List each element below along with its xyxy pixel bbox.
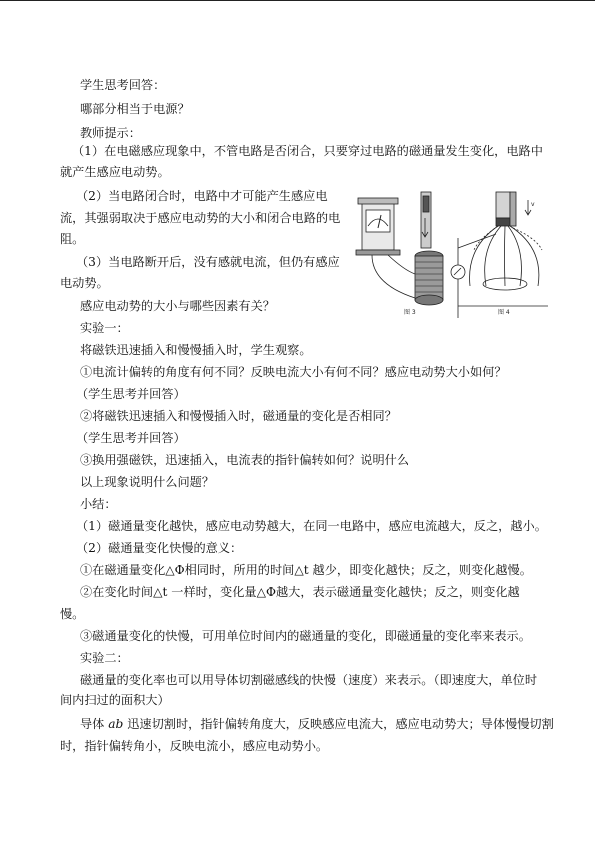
text-line: 电动势。 <box>60 276 109 290</box>
text-line: 间内扫过的面积大） <box>60 693 170 707</box>
page-top-border <box>0 0 595 1</box>
text-line: 阻。 <box>60 232 85 246</box>
text-fragment: 导体 <box>80 717 109 731</box>
text-line: （1）在电磁感应现象中，不管电路是否闭合，只要穿过电路的磁通量发生变化，电路中 <box>72 144 543 158</box>
conductor-label: ab <box>108 717 124 731</box>
text-line: ①在磁通量变化△Φ相同时，所用的时间△t 越少，即变化越快；反之，则变化越慢。 <box>80 563 532 577</box>
text-line <box>80 716 554 732</box>
induction-experiment-figure <box>348 188 548 318</box>
text-line: 感应电动势的大小与哪些因素有关？ <box>80 299 275 313</box>
text-line: 时，指针偏转角小，反映电流小，感应电动势小。 <box>60 739 329 753</box>
text-line: ②将磁铁迅速插入和慢慢插入时，磁通量的变化是否相同？ <box>80 409 397 423</box>
text-fragment: 迅速切割时，指针偏转角度大，反映感应电流大，感应电动势大；导体慢慢切割 <box>123 717 554 731</box>
text-line: （3）当电路断开后，没有感就电流，但仍有感应 <box>76 255 340 269</box>
text-line: 实验二： <box>80 651 129 665</box>
figure-4-label: 图 4 <box>498 309 510 316</box>
text-line: 将磁铁迅速插入和慢慢插入时，学生观察。 <box>80 343 312 357</box>
text-line: ②在变化时间△t 一样时，变化量△Φ越大，表示磁通量变化越快；反之，则变化越 <box>80 585 520 599</box>
text-line: 磁通量的变化率也可以用导体切割磁感线的快慢（速度）来表示。（即速度大，单位时 <box>80 673 538 687</box>
text-line: ①电流计偏转的角度有何不同？反映电流大小有何不同？感应电动势大小如何？ <box>80 365 507 379</box>
text-line: 哪部分相当于电源？ <box>80 102 190 116</box>
text-line: 以上现象说明什么问题？ <box>80 475 215 489</box>
text-line: 慢。 <box>60 607 85 621</box>
velocity-arrow-label: v <box>531 201 535 208</box>
text-line: （2）磁通量变化快慢的意义： <box>76 541 243 555</box>
text-line: （学生思考并回答） <box>76 387 186 401</box>
text-line: 就产生感应电动势。 <box>60 165 170 179</box>
text-line: 学生思考回答： <box>80 78 166 92</box>
text-line: （2）当电路闭合时，电路中才可能产生感应电 <box>76 189 328 203</box>
text-line: 小结： <box>80 497 117 511</box>
text-line: 实验一： <box>80 321 129 335</box>
figure-3-label: 图 3 <box>404 309 416 316</box>
figure-3-galvanometer-setup <box>356 192 443 305</box>
text-line: （学生思考并回答） <box>76 431 186 445</box>
text-line: 教师提示： <box>80 126 141 140</box>
text-line: 流，其强弱取决于感应电动势的大小和闭合电路的电 <box>60 211 341 225</box>
text-line: ③换用强磁铁，迅速插入，电流表的指针偏转如何？说明什么 <box>80 453 410 467</box>
figure-4-magnet-setup <box>451 192 548 318</box>
text-line: ③磁通量变化的快慢，可用单位时间内的磁通量的变化，即磁通量的变化率来表示。 <box>80 629 531 643</box>
text-line: （1）磁通量变化越快，感应电动势越大，在同一电路中，感应电流越大，反之，越小。 <box>76 519 547 533</box>
